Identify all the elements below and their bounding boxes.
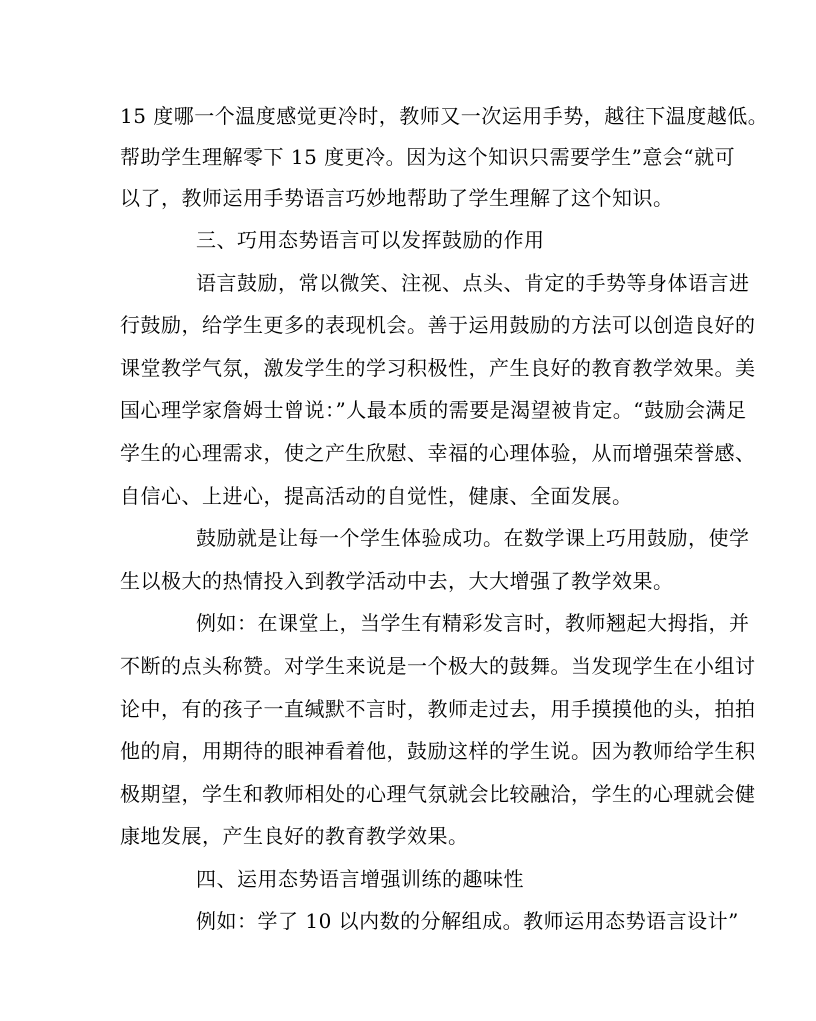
paragraph-line: 鼓励就是让每一个学生体验成功。在数学课上巧用鼓励，使学 <box>196 526 750 550</box>
paragraph-line: 语言鼓励，常以微笑、注视、点头、肯定的手势等身体语言进 <box>196 271 750 295</box>
paragraph-line: 生以极大的热情投入到教学活动中去，大大增强了教学效果。 <box>120 569 674 593</box>
paragraph-line: 国心理学家詹姆士曾说：”人最本质的需要是渴望被肯定。“鼓励会满足 <box>120 398 747 422</box>
section-heading: 四、运用态势语言增强训练的趣味性 <box>196 867 524 891</box>
paragraph-line: 15 度哪一个温度感觉更冷时，教师又一次运用手势，越往下温度越低。 <box>120 104 769 128</box>
paragraph-line: 课堂教学气氛，激发学生的学习积极性，产生良好的教育教学效果。美 <box>120 356 756 380</box>
paragraph-line: 学生的心理需求，使之产生欣慰、幸福的心理体验，从而增强荣誉感、 <box>120 441 756 465</box>
paragraph-line: 他的肩，用期待的眼神看着他，鼓励这样的学生说。因为教师给学生积 <box>120 739 756 763</box>
paragraph-line: 论中，有的孩子一直缄默不言时，教师走过去，用手摸摸他的头，拍拍 <box>120 697 756 721</box>
paragraph-line: 帮助学生理解零下 15 度更冷。因为这个知识只需要学生”意会“就可 <box>120 145 736 169</box>
section-heading: 三、巧用态势语言可以发挥鼓励的作用 <box>196 228 545 252</box>
paragraph-line: 例如：在课堂上，当学生有精彩发言时，教师翘起大拇指，并 <box>196 611 750 635</box>
paragraph-line: 例如：学了 10 以内数的分解组成。教师运用态势语言设计” <box>196 909 739 933</box>
paragraph-line: 极期望，学生和教师相处的心理气氛就会比较融洽，学生的心理就会健 <box>120 782 756 806</box>
paragraph-line: 以了，教师运用手势语言巧妙地帮助了学生理解了这个知识。 <box>120 186 674 210</box>
paragraph-line: 康地发展，产生良好的教育教学效果。 <box>120 824 469 848</box>
paragraph-line: 不断的点头称赞。对学生来说是一个极大的鼓舞。当发现学生在小组讨 <box>120 654 756 678</box>
paragraph-line: 自信心、上进心，提高活动的自觉性，健康、全面发展。 <box>120 484 633 508</box>
paragraph-line: 行鼓励，给学生更多的表现机会。善于运用鼓励的方法可以创造良好的 <box>120 313 756 337</box>
